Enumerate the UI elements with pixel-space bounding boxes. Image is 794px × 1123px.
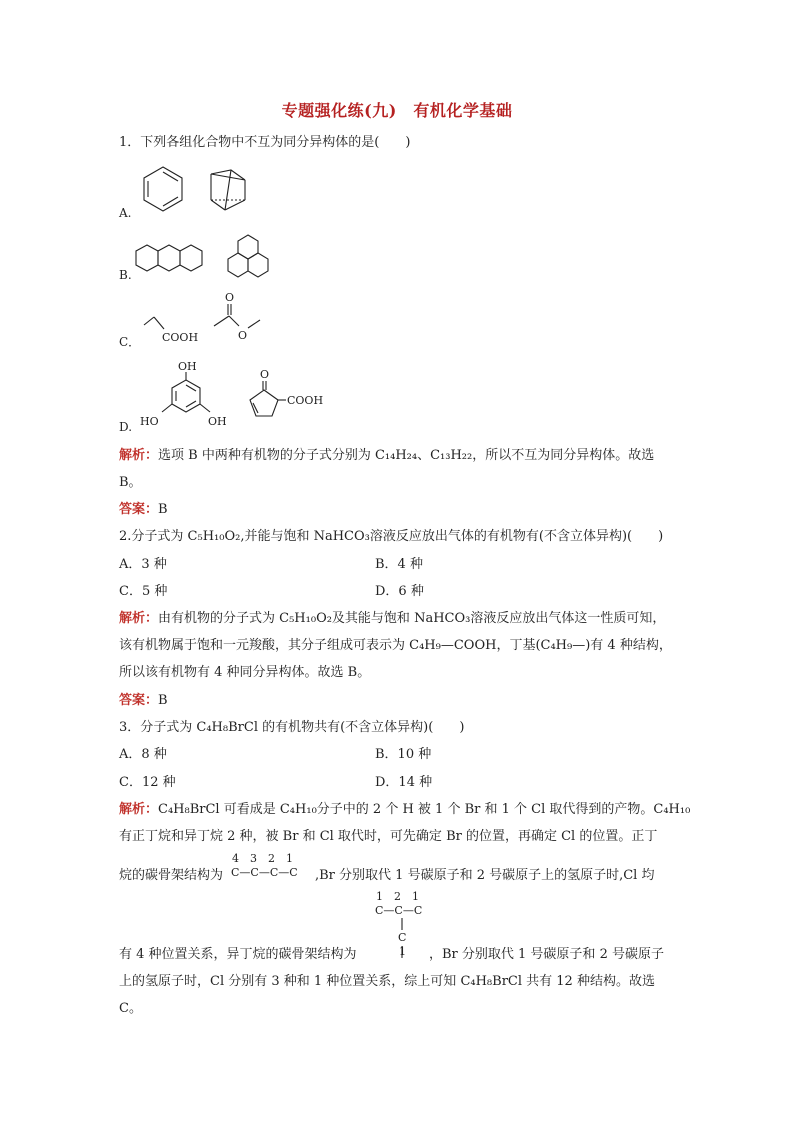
q3-stem: 3．分子式为 C₄H₈BrCl 的有机物共有(不含立体异构)( ) (119, 720, 465, 735)
d-cooh-label: COOH (287, 394, 324, 407)
prismane-structure (205, 164, 251, 214)
q1-option-a-label: A. (119, 206, 132, 220)
q3-analysis-line-2: 有正丁烷和异丁烷 2 种，被 Br 和 Cl 取代时，可先确定 Br 的位置，再确定 Cl 的位置。正丁 (119, 829, 658, 844)
q1-analysis-line-2: B。 (119, 475, 142, 490)
isobutane-chain: C—C—C (375, 904, 423, 917)
q1-analysis-label: 解析： (119, 448, 159, 463)
perhydroanthracene-structure (134, 238, 210, 278)
q3-analysis-line-6: C。 (119, 1001, 142, 1016)
q2-option-c: C．5 种 (119, 584, 168, 599)
c-oxygen-top-label: O (225, 291, 235, 304)
q2-analysis-line-3: 所以该有机物有 4 种同分异构体。故选 B。 (119, 665, 371, 680)
n-butane-chain: C—C—C—C (231, 866, 298, 879)
q3-analysis-line-3a: 烷的碳骨架结构为 (119, 868, 224, 883)
q3-analysis-line-3b: ,Br 分别取代 1 号碳原子和 2 号碳原子上的氢原子时,Cl 均 (315, 868, 655, 883)
benzene-structure (138, 164, 188, 214)
perhydrophenalene-structure (222, 232, 274, 280)
q3-option-c: C．12 种 (119, 775, 176, 790)
isobutane-carbon-numbers: 1 2 1 (376, 890, 419, 903)
q2-option-b: B．4 种 (375, 557, 423, 572)
q1-option-c-label: C． (119, 335, 141, 349)
q3-analysis-line-4a: 有 4 种位置关系，异丁烷的碳骨架结构为 (119, 947, 357, 962)
q1-option-b-label: B. (119, 268, 132, 282)
q3-analysis-line-1: 解析：C₄H₈BrCl 可看成是 C₄H₁₀分子中的 2 个 H 被 1 个 Br 和 1 个 Cl 取代得到的产物。C₄H₁₀ (119, 802, 691, 817)
q2-analysis-line-2: 该有机物属于饱和一元羧酸，其分子组成可表示为 C₄H₉—COOH，丁基(C₄H₉—)有 4 种结构， (119, 638, 672, 653)
d-oh-right-label: OH (208, 415, 227, 428)
q3-option-a: A．8 种 (119, 747, 167, 762)
q2-option-a: A．3 种 (119, 557, 167, 572)
n-butane-carbon-numbers: 4 3 2 1 (232, 852, 293, 865)
isobutane-branch-number: 1 (399, 945, 406, 958)
q3-analysis-line-4b: ，Br 分别取代 1 号碳原子和 2 号碳原子 (429, 947, 664, 962)
q1-stem: 1．下列各组化合物中不互为同分异构体的是( ) (119, 135, 411, 150)
methyl-acetate-structure (208, 290, 268, 346)
propanoic-acid-structure (140, 313, 210, 345)
q3-option-b: B．10 种 (375, 747, 432, 762)
d-oxygen-label: O (260, 368, 270, 381)
q1-option-d-label: D. (119, 420, 133, 434)
isobutane-branch-carbon: C (398, 931, 407, 944)
phloroglucinol-structure (136, 358, 230, 430)
d-oh-top-label: OH (178, 360, 197, 373)
c-oxygen-mid-label: O (238, 329, 248, 342)
q2-answer: 答案：B (119, 693, 168, 708)
q2-stem: 2.分子式为 C₅H₁₀O₂,并能与饱和 NaHCO₃溶液反应放出气体的有机物有(不含立体异构)( ) (119, 529, 664, 544)
d-ho-left-label: HO (140, 415, 159, 428)
c-cooh-label: COOH (162, 331, 199, 344)
q2-option-d: D．6 种 (375, 584, 424, 599)
q3-option-d: D．14 种 (375, 775, 433, 790)
page-title: 专题强化练(九) 有机化学基础 (281, 101, 513, 120)
q2-analysis-line-1: 解析：由有机物的分子式为 C₅H₁₀O₂及其能与饱和 NaHCO₃溶液反应放出气体这一性质可知， (119, 611, 666, 626)
cyclopentenone-acid-structure (240, 366, 330, 422)
q1-analysis-line-1: 解析：选项 B 中两种有机物的分子式分别为 C₁₄H₂₄、C₁₃H₂₂，所以不互为同分异构体。故选 (119, 448, 655, 463)
q3-analysis-line-5: 上的氢原子时，Cl 分别有 3 种和 1 种位置关系，综上可知 C₄H₈BrCl 共有 12 种结构。故选 (119, 974, 655, 989)
q1-answer: 答案：B (119, 502, 168, 517)
